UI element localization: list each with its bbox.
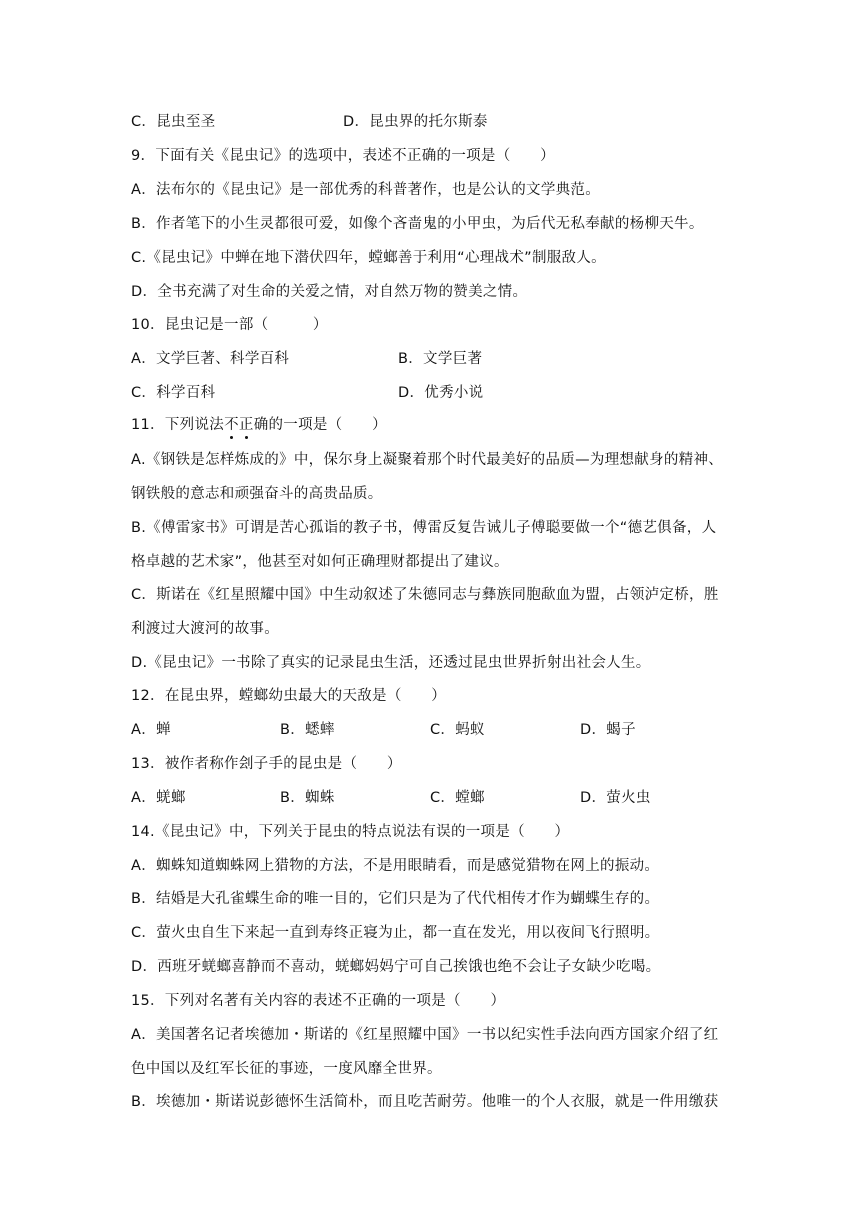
q12-option-b: B．蟋蟀 — [280, 722, 335, 738]
q13-option-c: C．螳螂 — [430, 790, 485, 806]
q11-option-b-line2: 格卓越的艺术家”，他甚至对如何正确理财都提出了建议。 — [131, 554, 509, 570]
q11-stem — [131, 415, 387, 435]
q8-option-c: C．昆虫至圣 — [131, 114, 216, 130]
q14-option-a: A．蜘蛛知道蜘蛛网上猎物的方法，不是用眼睛看，而是感觉猎物在网上的振动。 — [131, 858, 660, 874]
q10-stem: 10．昆虫记是一部（ ） — [131, 317, 328, 333]
q9-option-d: D．全书充满了对生命的关爱之情，对自然万物的赞美之情。 — [131, 284, 528, 300]
q12-option-a: A．蝉 — [131, 722, 171, 738]
q9-option-c: C.《昆虫记》中蝉在地下潜伏四年，螳螂善于利用“心理战术”制服敌人。 — [131, 250, 606, 266]
q10-option-c: C．科学百科 — [131, 385, 216, 401]
q11-option-a-line2: 钢铁般的意志和顽强奋斗的高贵品质。 — [131, 486, 383, 502]
q14-option-d: D．西班牙蜣螂喜静而不喜动，蜣螂妈妈宁可自己挨饿也绝不会让子女缺少吃喝。 — [131, 959, 661, 975]
q13-option-a: A．蜣螂 — [131, 790, 186, 806]
q11-option-d: D.《昆虫记》一书除了真实的记录昆虫生活，还透过昆虫世界折射出社会人生。 — [131, 655, 651, 671]
q13-option-d: D．萤火虫 — [580, 790, 651, 806]
q8-option-d: D．昆虫界的托尔斯泰 — [343, 114, 488, 130]
q13-option-b: B．蜘蛛 — [280, 790, 335, 806]
q15-option-a-line2: 色中国以及红军长征的事迹，一度风靡全世界。 — [131, 1061, 442, 1077]
q14-option-b: B．结婚是大孔雀蝶生命的唯一目的，它们只是为了代代相传才作为蝴蝶生存的。 — [131, 891, 660, 907]
q15-stem: 15．下列对名著有关内容的表述不正确的一项是（ ） — [131, 993, 506, 1009]
q15-option-a-line1: A．美国著名记者埃德加・斯诺的《红星照耀中国》一书以纪实性手法向西方国家介绍了红 — [131, 1027, 719, 1043]
q11-option-a-line1: A.《钢铁是怎样炼成的》中，保尔身上凝聚着那个时代最美好的品质—为理想献身的精神、 — [131, 452, 724, 468]
q14-option-c: C．萤火虫自生下来起一直到寿终正寝为止，都一直在发光，用以夜间飞行照明。 — [131, 925, 660, 941]
q9-option-a: A．法布尔的《昆虫记》是一部优秀的科普著作，也是公认的文学典范。 — [131, 182, 601, 198]
q10-option-d: D．优秀小说 — [398, 385, 484, 401]
q10-option-a: A．文学巨著、科学百科 — [131, 351, 290, 367]
q11-stem-suffix: 确的一项是（ ） — [253, 417, 387, 433]
q15-option-b-line1: B．埃德加・斯诺说彭德怀生活简朴，而且吃苦耐劳。他唯一的个人衣服，就是一件用缴获 — [131, 1094, 719, 1110]
q11-stem-emphasis-1: 不 — [224, 417, 239, 433]
q9-stem: 9．下面有关《昆虫记》的选项中，表述不正确的一项是（ ） — [131, 148, 555, 164]
q14-stem: 14.《昆虫记》中，下列关于昆虫的特点说法有误的一项是（ ） — [131, 824, 570, 840]
q10-option-b: B．文学巨著 — [398, 351, 483, 367]
q9-option-b: B．作者笔下的小生灵都很可爱，如像个吝啬鬼的小甲虫，为后代无私奉献的杨柳天牛。 — [131, 216, 704, 232]
q11-option-c-line2: 利渡过大渡河的故事。 — [131, 621, 279, 637]
q13-stem: 13．被作者称作刽子手的昆虫是（ ） — [131, 756, 402, 772]
q12-stem: 12．在昆虫界，螳螂幼虫最大的天敌是（ ） — [131, 688, 447, 704]
q11-stem-emphasis-2: 正 — [238, 417, 254, 433]
q12-option-d: D．蝎子 — [580, 722, 636, 738]
q11-option-c-line1: C．斯诺在《红星照耀中国》中生动叙述了朱德同志与彝族同胞歃血为盟，占领泸定桥，胜 — [131, 587, 719, 603]
q11-option-b-line1: B.《傅雷家书》可谓是苦心孤诣的教子书，傅雷反复告诫儿子傅聪要做一个“德艺俱备，人 — [131, 520, 717, 536]
q11-stem-prefix: 11．下列说法 — [131, 417, 225, 433]
q12-option-c: C．蚂蚁 — [430, 722, 485, 738]
